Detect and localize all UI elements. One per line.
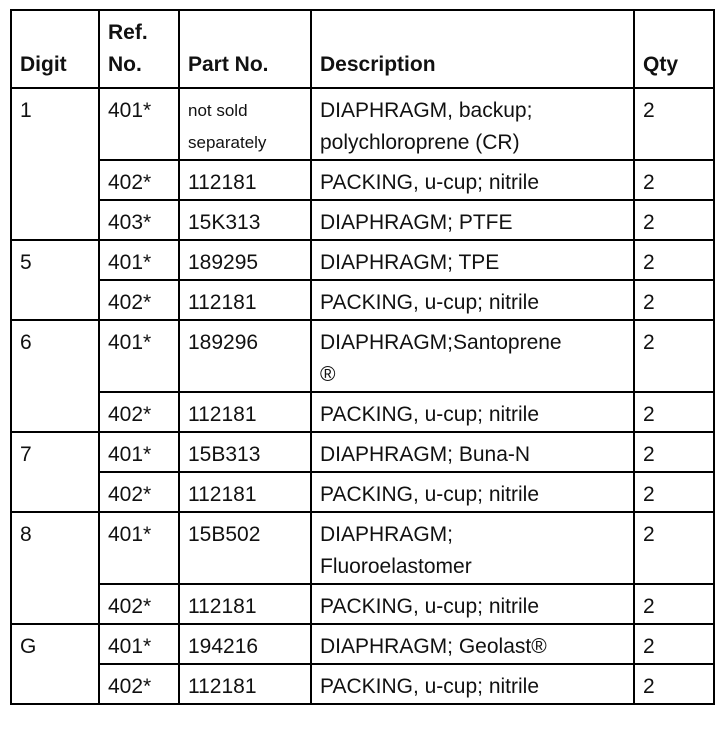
description-cell: PACKING, u-cup; nitrile bbox=[311, 584, 634, 624]
header-description: Description bbox=[311, 10, 634, 88]
digit-cell: 8 bbox=[11, 512, 99, 624]
part-cell: 189295 bbox=[179, 240, 311, 280]
part-cell: 112181 bbox=[179, 280, 311, 320]
qty-cell: 2 bbox=[634, 392, 714, 432]
ref-cell: 402* bbox=[99, 584, 179, 624]
table-row bbox=[11, 584, 714, 624]
description-cell: PACKING, u-cup; nitrile bbox=[311, 664, 634, 704]
table-row bbox=[11, 624, 714, 664]
ref-cell: 401* bbox=[99, 320, 179, 392]
ref-cell: 402* bbox=[99, 392, 179, 432]
table-row bbox=[11, 160, 714, 200]
description-cell: DIAPHRAGM; Buna-N bbox=[311, 432, 634, 472]
qty-cell: 2 bbox=[634, 624, 714, 664]
part-cell: 189296 bbox=[179, 320, 311, 392]
parts-table bbox=[10, 9, 715, 705]
digit-cell: 6 bbox=[11, 320, 99, 432]
header-qty: Qty bbox=[634, 10, 714, 88]
part-cell: 15B502 bbox=[179, 512, 311, 584]
qty-cell: 2 bbox=[634, 512, 714, 584]
ref-cell: 402* bbox=[99, 280, 179, 320]
table-row bbox=[11, 472, 714, 512]
part-cell: 112181 bbox=[179, 392, 311, 432]
part-cell: 112181 bbox=[179, 584, 311, 624]
qty-cell: 2 bbox=[634, 200, 714, 240]
table-row bbox=[11, 320, 714, 392]
description-cell: PACKING, u-cup; nitrile bbox=[311, 392, 634, 432]
ref-cell: 401* bbox=[99, 432, 179, 472]
ref-cell: 401* bbox=[99, 624, 179, 664]
qty-cell: 2 bbox=[634, 584, 714, 624]
header-ref-no: Ref. No. bbox=[99, 10, 179, 88]
header-digit: Digit bbox=[11, 10, 99, 88]
part-cell: 194216 bbox=[179, 624, 311, 664]
ref-cell: 402* bbox=[99, 160, 179, 200]
part-cell: not sold separately bbox=[179, 88, 311, 160]
digit-cell: 1 bbox=[11, 88, 99, 240]
qty-cell: 2 bbox=[634, 472, 714, 512]
table-row bbox=[11, 664, 714, 704]
part-cell: 15B313 bbox=[179, 432, 311, 472]
header-row bbox=[11, 10, 714, 88]
description-cell: PACKING, u-cup; nitrile bbox=[311, 472, 634, 512]
description-cell: DIAPHRAGM, backup; polychloroprene (CR) bbox=[311, 88, 634, 160]
part-cell: 112181 bbox=[179, 664, 311, 704]
digit-cell: G bbox=[11, 624, 99, 704]
part-cell: 112181 bbox=[179, 160, 311, 200]
part-cell: 15K313 bbox=[179, 200, 311, 240]
ref-cell: 401* bbox=[99, 240, 179, 280]
qty-cell: 2 bbox=[634, 664, 714, 704]
description-cell: DIAPHRAGM; PTFE bbox=[311, 200, 634, 240]
description-cell: DIAPHRAGM;Santoprene ® bbox=[311, 320, 634, 392]
qty-cell: 2 bbox=[634, 88, 714, 160]
table-row bbox=[11, 280, 714, 320]
digit-cell: 7 bbox=[11, 432, 99, 512]
digit-cell: 5 bbox=[11, 240, 99, 320]
ref-cell: 402* bbox=[99, 664, 179, 704]
table-row bbox=[11, 200, 714, 240]
ref-cell: 403* bbox=[99, 200, 179, 240]
description-cell: PACKING, u-cup; nitrile bbox=[311, 160, 634, 200]
ref-cell: 401* bbox=[99, 512, 179, 584]
qty-cell: 2 bbox=[634, 320, 714, 392]
table-row bbox=[11, 512, 714, 584]
description-cell: DIAPHRAGM; Geolast® bbox=[311, 624, 634, 664]
table-row bbox=[11, 240, 714, 280]
header-part-no: Part No. bbox=[179, 10, 311, 88]
qty-cell: 2 bbox=[634, 240, 714, 280]
description-cell: PACKING, u-cup; nitrile bbox=[311, 280, 634, 320]
description-cell: DIAPHRAGM; Fluoroelastomer bbox=[311, 512, 634, 584]
table-row bbox=[11, 432, 714, 472]
table-row bbox=[11, 392, 714, 432]
qty-cell: 2 bbox=[634, 432, 714, 472]
qty-cell: 2 bbox=[634, 160, 714, 200]
table-row bbox=[11, 88, 714, 160]
qty-cell: 2 bbox=[634, 280, 714, 320]
ref-cell: 402* bbox=[99, 472, 179, 512]
ref-cell: 401* bbox=[99, 88, 179, 160]
description-cell: DIAPHRAGM; TPE bbox=[311, 240, 634, 280]
part-cell: 112181 bbox=[179, 472, 311, 512]
